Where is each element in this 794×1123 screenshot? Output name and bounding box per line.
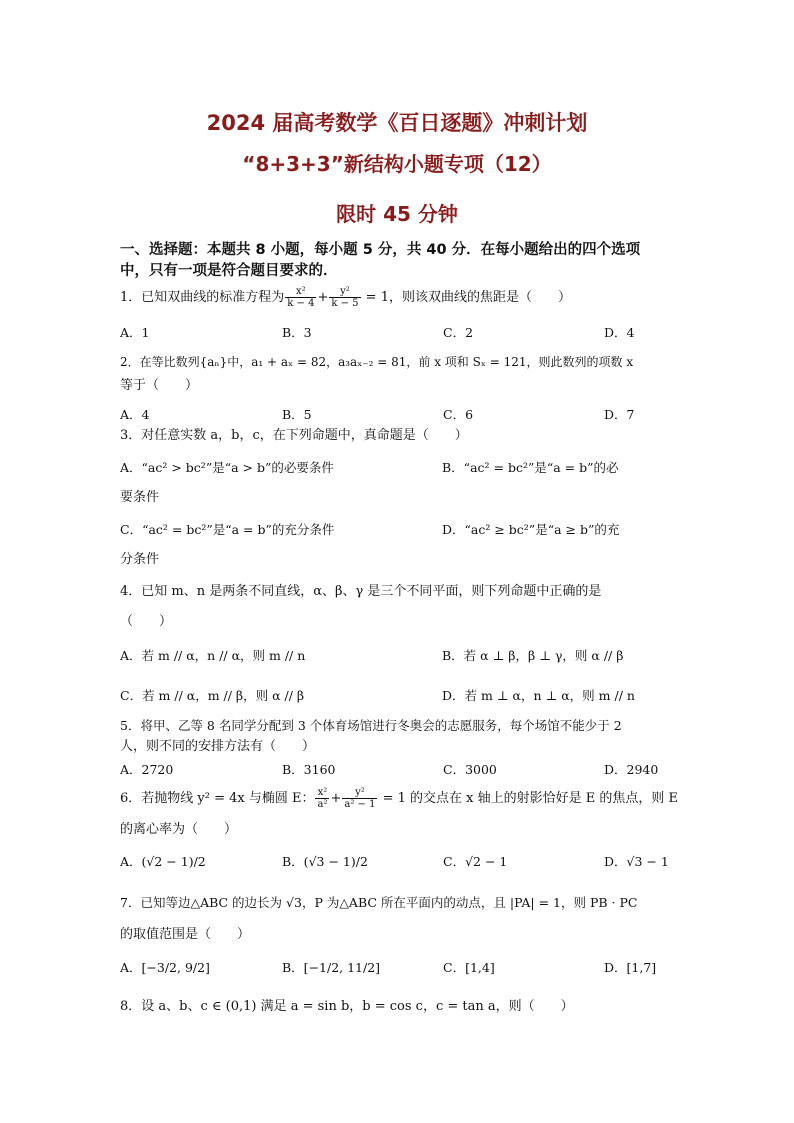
q5-option-b[interactable]: B．3160 <box>282 762 336 777</box>
q6-frac1-den: a² <box>317 799 328 810</box>
question-6-stem-cont: 的离心率为（ ） <box>120 822 238 837</box>
q6-plus: + <box>330 791 342 806</box>
question-5-stem-cont: 人，则不同的安排方法有（ ） <box>120 739 316 754</box>
q2-line2: 等于（ ） <box>120 378 199 393</box>
q2-option-b[interactable]: B．5 <box>282 407 312 422</box>
q4-option-d[interactable]: D．若 m ⊥ α，n ⊥ α，则 m // n <box>442 688 635 703</box>
q1-frac1-num: x² <box>285 286 316 298</box>
question-6-options <box>120 852 680 872</box>
time-limit: 限时 45 分钟 <box>336 202 458 226</box>
question-4-row2 <box>120 686 680 706</box>
section-intro-line2: 中，只有一项是符合题目要求的． <box>120 263 338 279</box>
q5-option-c[interactable]: C．3000 <box>443 762 497 777</box>
question-2-stem <box>120 352 680 396</box>
q6-text-a: 6．若抛物线 y² = 4x 与椭圆 E： <box>120 791 315 806</box>
question-1-stem <box>120 286 680 309</box>
q4-option-b[interactable]: B．若 α ⊥ β，β ⊥ γ，则 α // β <box>442 648 624 663</box>
q1-option-b[interactable]: B．3 <box>282 325 312 340</box>
question-2-options <box>120 405 680 425</box>
q7-option-b[interactable]: B．[−1/2, 11/2] <box>282 960 381 975</box>
q6-fraction-1 <box>315 787 329 810</box>
question-4-row1 <box>120 646 680 666</box>
question-4-stem-cont: （ ） <box>120 614 173 629</box>
q3-option-b-cont: 要条件 <box>120 490 160 505</box>
q3-option-d-cont: 分条件 <box>120 552 160 567</box>
question-5-options <box>120 760 680 780</box>
q3-option-a[interactable]: A．“ac² > bc²”是“a > b”的必要条件 <box>120 460 334 475</box>
q1-option-c[interactable]: C．2 <box>443 325 474 340</box>
q2-line1: 2．在等比数列{aₙ}中，a₁ + aₓ = 82，a₃aₓ₋₂ = 81，前 x 项和 Sₓ = 121，则此数列的项数 x <box>120 355 634 369</box>
q5-option-a[interactable]: A．2720 <box>120 762 174 777</box>
q6-fraction-2 <box>342 787 377 810</box>
q6-frac1-num: x² <box>315 787 329 799</box>
q1-frac1-den: k − 4 <box>287 298 315 309</box>
question-6-stem <box>120 787 680 810</box>
question-1-options <box>120 323 680 343</box>
q2-option-c[interactable]: C．6 <box>443 407 474 422</box>
q4-option-a[interactable]: A．若 m // α，n // α，则 m // n <box>120 648 306 663</box>
q1-fraction-1 <box>285 286 316 309</box>
q5-option-d[interactable]: D．2940 <box>604 762 659 777</box>
q7-option-c[interactable]: C．[1,4] <box>443 960 495 975</box>
question-7-options <box>120 958 680 978</box>
q6-option-b[interactable]: B．(√3 − 1)/2 <box>282 854 368 869</box>
q7-option-a[interactable]: A．[−3/2, 9/2] <box>120 960 210 975</box>
page-subtitle: “8+3+3”新结构小题专项（12） <box>242 152 552 176</box>
question-5-stem: 5．将甲、乙等 8 名同学分配到 3 个体育场馆进行冬奥会的志愿服务，每个场馆不能少于 2 <box>120 718 622 733</box>
q2-option-d[interactable]: D．7 <box>604 407 635 422</box>
q3-option-c[interactable]: C．“ac² = bc²”是“a = b”的充分条件 <box>120 522 335 537</box>
q6-frac2-num: y² <box>342 787 377 799</box>
question-8-stem: 8．设 a、b、c ∈ (0,1) 满足 a = sin b，b = cos c，c = tan a，则（ ） <box>120 999 574 1014</box>
question-4-stem: 4．已知 m、n 是两条不同直线，α、β、γ 是三个不同平面，则下列命题中正确的是 <box>120 584 602 599</box>
q6-text-b: = 1 的交点在 x 轴上的射影恰好是 E 的焦点，则 E <box>378 791 678 806</box>
q6-frac2-den: a² − 1 <box>344 799 376 810</box>
q4-option-c[interactable]: C．若 m // α，m // β，则 α // β <box>120 688 305 703</box>
section-intro-line1: 一、选择题：本题共 8 小题，每小题 5 分，共 40 分．在每小题给出的四个选项 <box>120 242 641 258</box>
section-intro <box>120 240 680 282</box>
q3-option-d[interactable]: D．“ac² ≥ bc²”是“a ≥ b”的充 <box>442 522 620 537</box>
question-7-stem-cont: 的取值范围是（ ） <box>120 927 251 942</box>
q3-option-b[interactable]: B．“ac² = bc²”是“a = b”的必 <box>442 460 619 475</box>
q1-option-d[interactable]: D．4 <box>604 325 635 340</box>
question-3-row1 <box>120 458 680 478</box>
q1-plus: + <box>317 290 329 305</box>
q1-text-b: = 1，则该双曲线的焦距是（ ） <box>361 290 571 305</box>
q6-option-d[interactable]: D．√3 − 1 <box>604 854 669 869</box>
q7-option-d[interactable]: D．[1,7] <box>604 960 657 975</box>
q1-text-a: 1．已知双曲线的标准方程为 <box>120 290 285 305</box>
q6-option-a[interactable]: A．(√2 − 1)/2 <box>120 854 206 869</box>
question-7-stem: 7．已知等边△ABC 的边长为 √3，P 为△ABC 所在平面内的动点，且 |PA| = 1，则 PB · PC <box>120 895 638 910</box>
q1-frac2-num: y² <box>329 286 360 298</box>
question-3-stem: 3．对任意实数 a，b，c，在下列命题中，真命题是（ ） <box>120 428 468 443</box>
question-3-row2 <box>120 520 680 540</box>
q1-frac2-den: k − 5 <box>331 298 359 309</box>
q6-option-c[interactable]: C．√2 − 1 <box>443 854 508 869</box>
page-title: 2024 届高考数学《百日逐题》冲刺计划 <box>206 111 588 135</box>
q1-fraction-2 <box>329 286 360 309</box>
q2-option-a[interactable]: A．4 <box>120 407 150 422</box>
q1-option-a[interactable]: A．1 <box>120 325 150 340</box>
